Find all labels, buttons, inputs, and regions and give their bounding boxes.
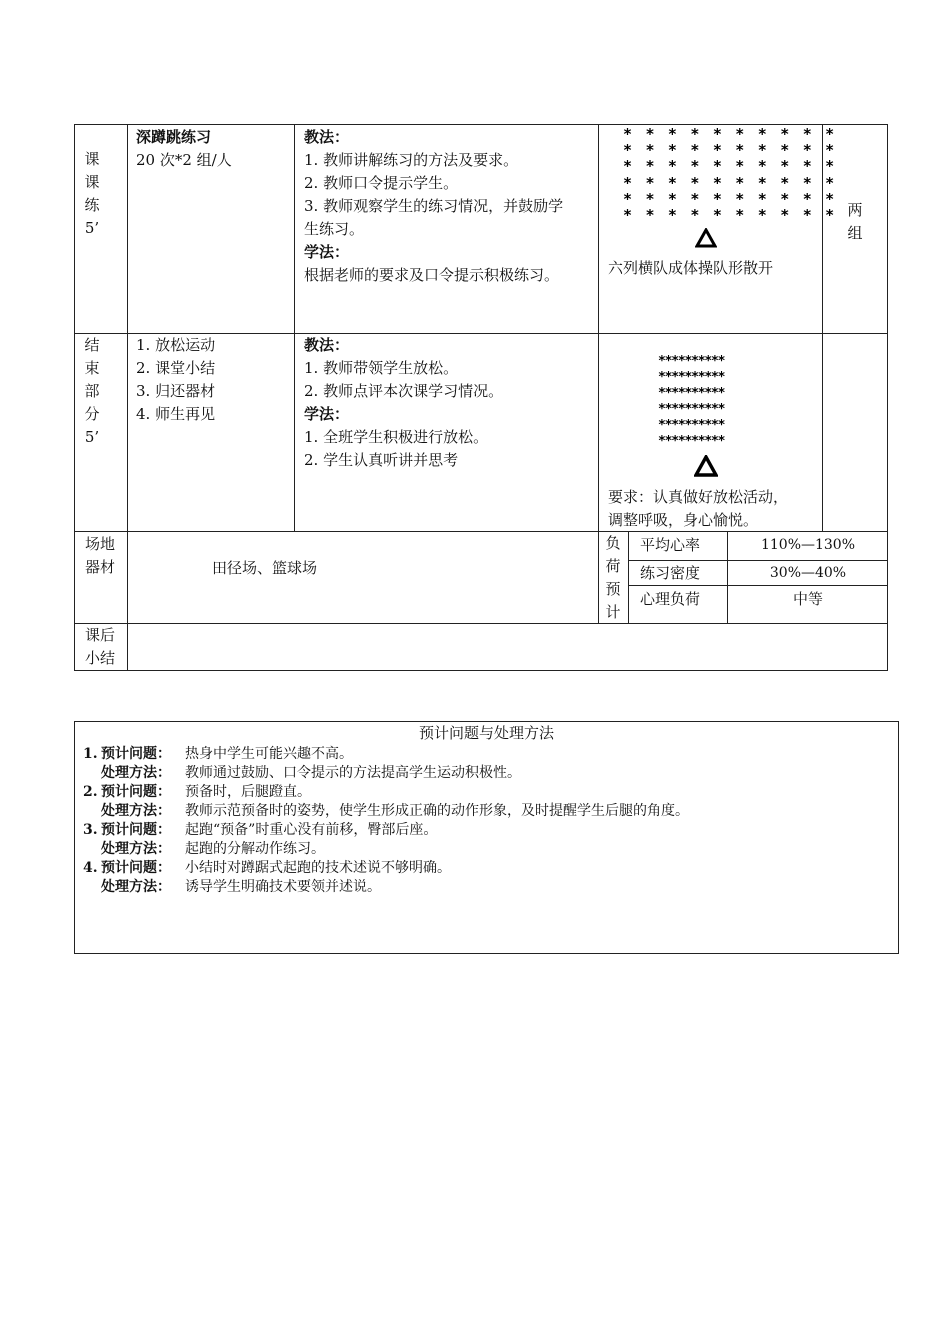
end-item: 3. 归还器材	[136, 382, 216, 400]
learn-item: 2. 学生认真听讲并思考	[304, 451, 459, 469]
problem-label: 预计问题：	[101, 822, 171, 838]
asterisk-icon: ********** ********** ********** ********** ********** **********	[658, 354, 725, 449]
solution-text: 教师示范预备时的姿势，使学生形成正确的动作形象，及时提醒学生后腿的角度。	[185, 803, 689, 819]
end-item: 4. 师生再见	[136, 405, 216, 423]
learn-item: 1. 全班学生积极进行放松。	[304, 428, 489, 446]
load-label: 负荷预计	[605, 534, 621, 621]
triangle-icon	[694, 455, 718, 477]
load-value: 110%—130%	[760, 537, 856, 553]
problems-box	[74, 721, 899, 954]
solution-label: 处理方法：	[101, 803, 171, 819]
solution-text: 起跑的分解动作练习。	[185, 841, 325, 857]
teach-item: 生练习。	[304, 220, 365, 238]
solution-label: 处理方法：	[101, 879, 171, 895]
problem-text: 起跑“预备”时重心没有前移，臀部后座。	[185, 822, 438, 838]
load-value: 中等	[792, 590, 823, 608]
teach-label-end: 教法：	[304, 336, 350, 354]
end-item: 2. 课堂小结	[136, 359, 216, 377]
solution-text: 诱导学生明确技术要领并述说。	[185, 879, 381, 895]
section-label-practice: 课课练5’	[84, 150, 100, 237]
load-name: 心理负荷	[640, 590, 701, 608]
problem-num: 4.	[83, 860, 98, 876]
solution-label: 处理方法：	[101, 841, 171, 857]
summary-label: 课后小结	[84, 626, 115, 667]
teach-item: 2. 教师口令提示学生。	[304, 174, 459, 192]
problem-num: 3.	[83, 822, 98, 838]
problem-label: 预计问题：	[101, 746, 171, 762]
practice-sub: 20 次*2 组/人	[136, 151, 232, 169]
problem-text: 预备时，后腿蹬直。	[185, 784, 311, 800]
teach-label-practice: 教法：	[304, 128, 350, 146]
end-item: 1. 放松运动	[136, 336, 216, 354]
problem-label: 预计问题：	[101, 784, 171, 800]
requirement-line: 调整呼吸，身心愉悦。	[608, 511, 759, 529]
practice-title: 深蹲跳练习	[136, 128, 212, 146]
learn-item: 根据老师的要求及口令提示积极练习。	[304, 266, 560, 284]
problem-text: 小结时对蹲踞式起跑的技术述说不够明确。	[185, 860, 451, 876]
teach-item: 1. 教师带领学生放松。	[304, 359, 459, 377]
solution-text: 教师通过鼓励、口令提示的方法提高学生运动积极性。	[185, 765, 521, 781]
formation-note: 六列横队成体操队形散开	[608, 259, 774, 277]
load-value: 30%—40%	[769, 565, 847, 581]
teach-item: 3. 教师观察学生的练习情况，并鼓励学	[304, 197, 564, 215]
triangle-icon	[695, 228, 717, 248]
venue-label: 场地器材	[84, 535, 115, 576]
load-name: 平均心率	[640, 536, 701, 554]
problems-title: 预计问题与处理方法	[418, 724, 554, 742]
teach-item: 1. 教师讲解练习的方法及要求。	[304, 151, 519, 169]
section-label-end: 结束部分5’	[84, 336, 100, 446]
problem-num: 1.	[83, 746, 98, 762]
asterisk-icon: * * * * * * * * * * * * * * * * * * * * * * * * * * * * * * * * * * * * * * * * * * * * * * * * * * * * * * * * * * * *	[623, 125, 837, 225]
learn-label-practice: 学法：	[304, 243, 350, 261]
load-name: 练习密度	[640, 564, 701, 582]
venue-value: 田径场、篮球场	[212, 559, 318, 577]
problem-label: 预计问题：	[101, 860, 171, 876]
problem-num: 2.	[83, 784, 98, 800]
solution-label: 处理方法：	[101, 765, 171, 781]
requirement-line: 要求：认真做好放松活动，	[608, 488, 789, 506]
teach-item: 2. 教师点评本次课学习情况。	[304, 382, 504, 400]
learn-label-end: 学法：	[304, 405, 350, 423]
groups-label: 两组	[847, 201, 863, 242]
problem-text: 热身中学生可能兴趣不高。	[185, 746, 353, 762]
